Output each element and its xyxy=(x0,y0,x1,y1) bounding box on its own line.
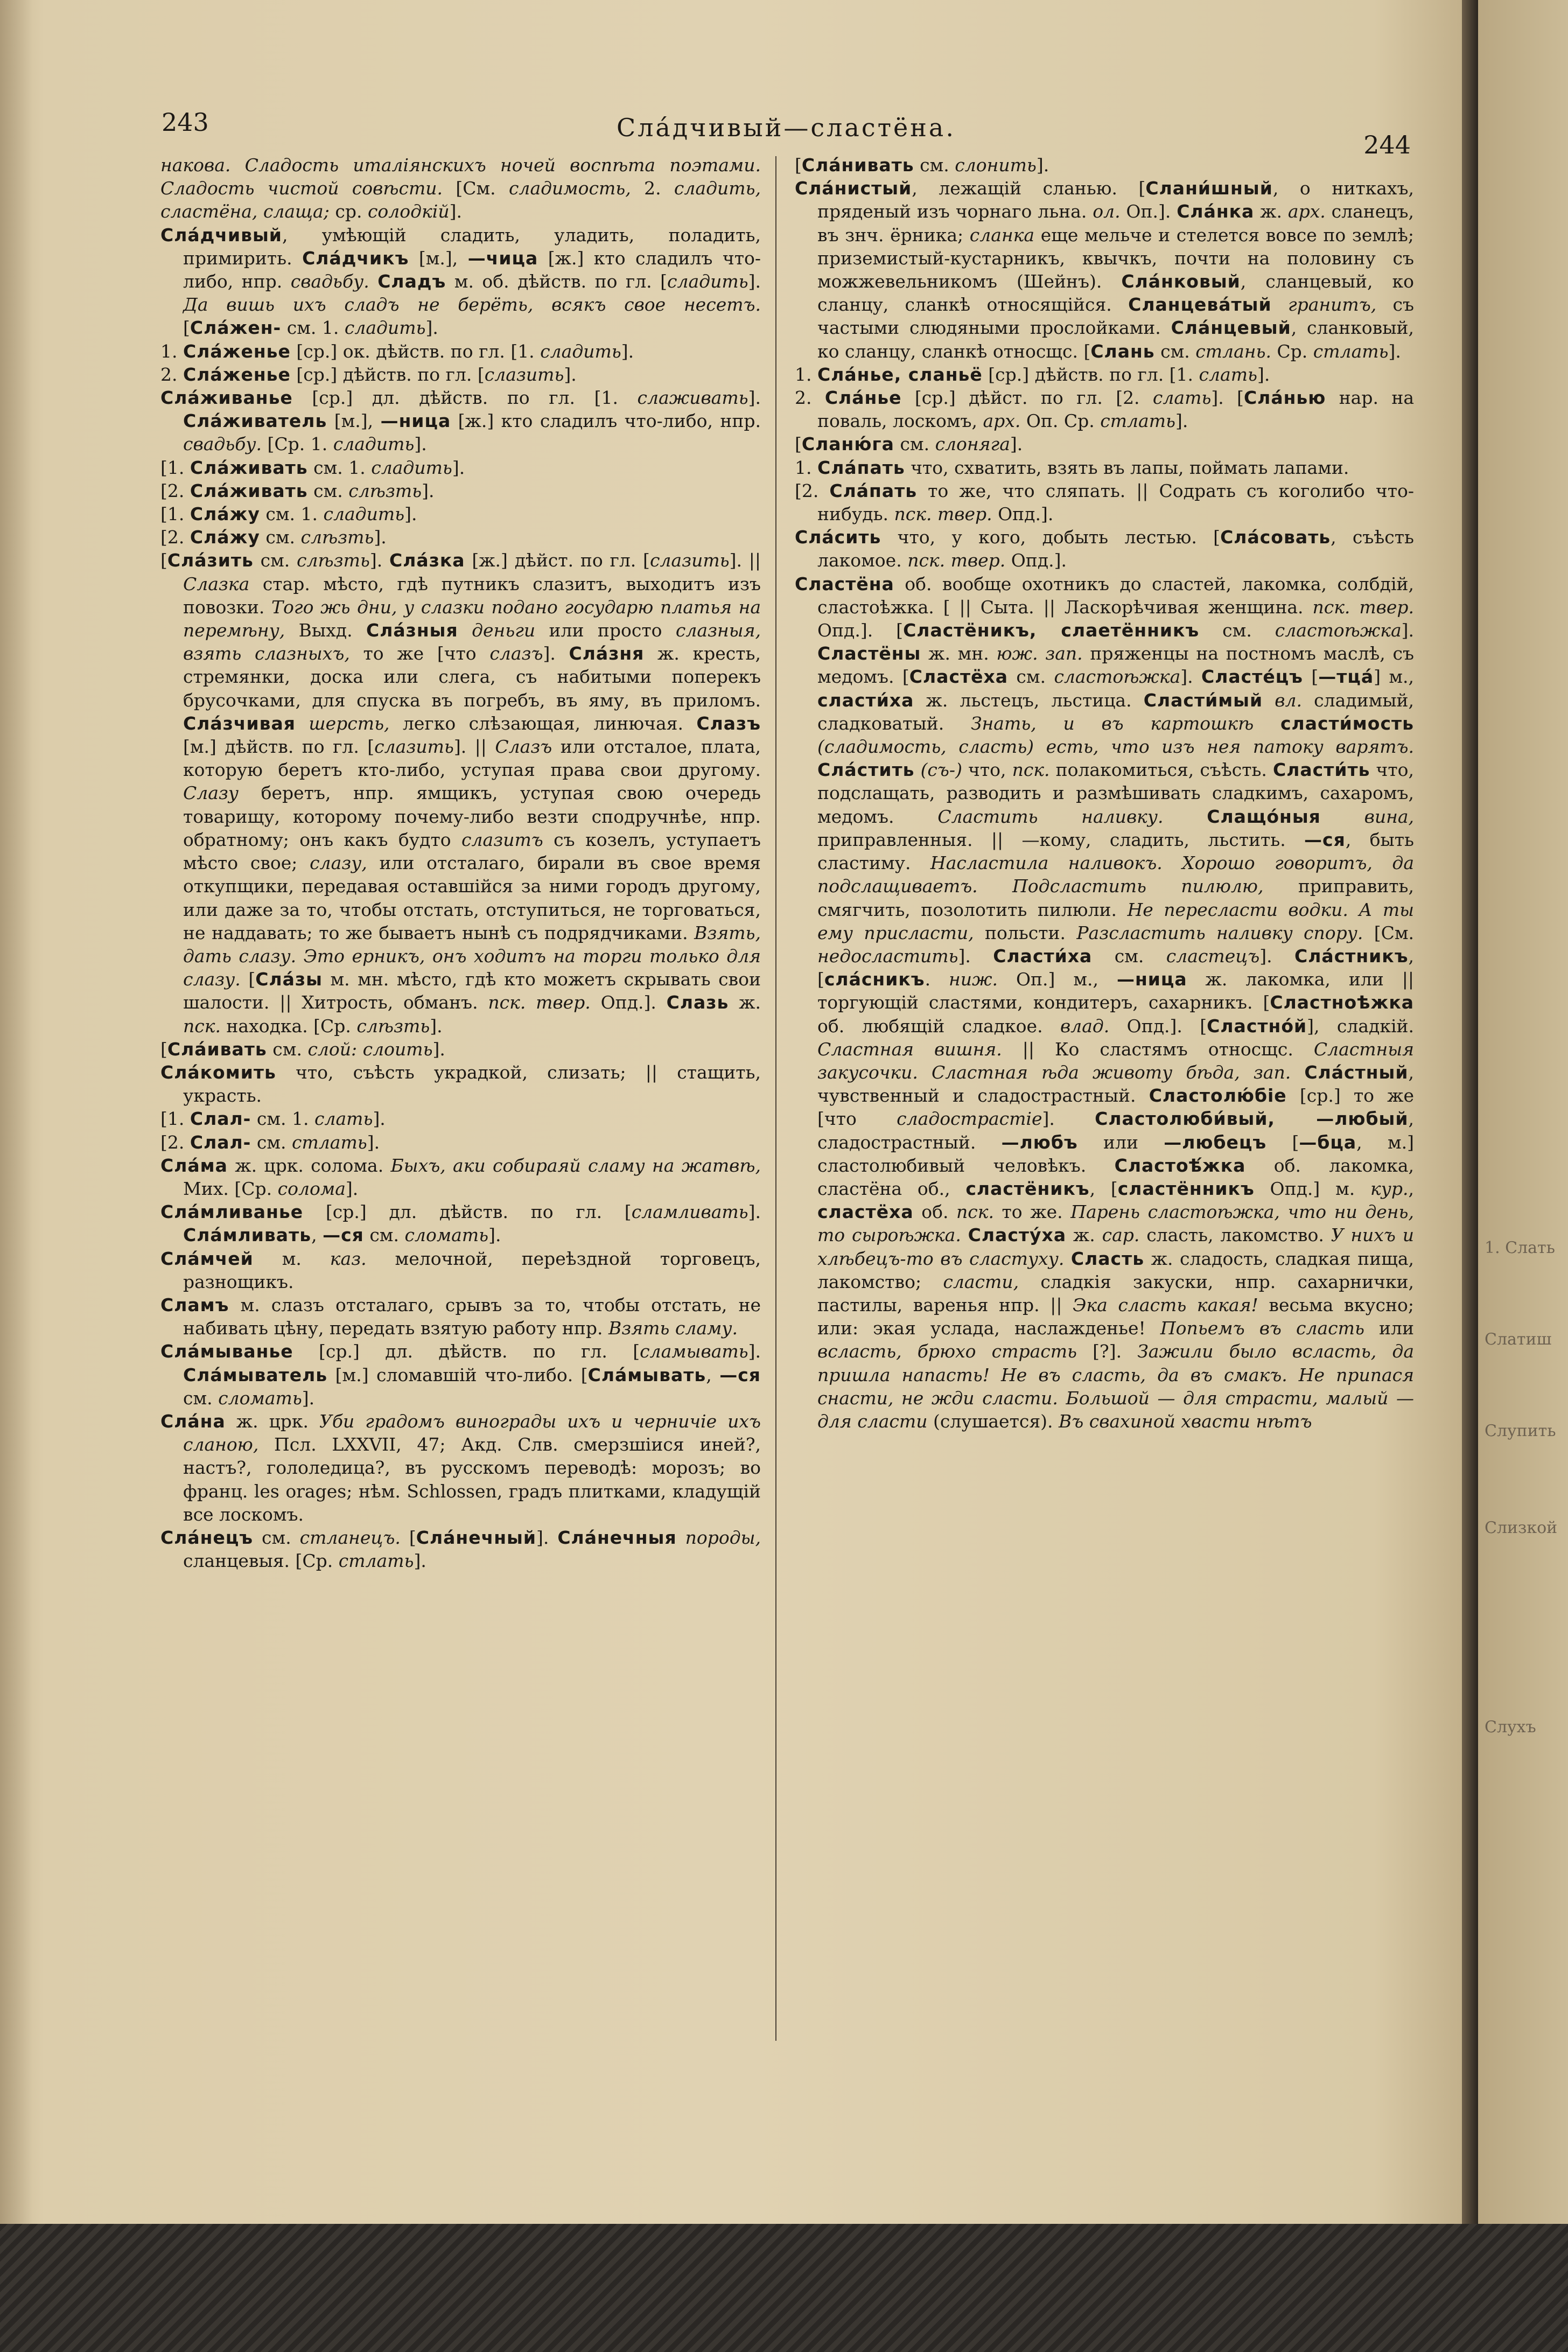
dictionary-entry: [1. Сла́жу см. 1. сладить]. xyxy=(160,503,417,525)
dictionary-entry: 2. Сла́женье [ср.] дѣйств. по гл. [слазить]. xyxy=(160,363,577,385)
left-column xyxy=(160,153,761,1572)
dictionary-entry: 1. Сла́женье [ср.] ок. дѣйств. по гл. [1. сладить]. xyxy=(160,340,634,362)
running-head: Сла́дчивый—сластёна. xyxy=(617,113,956,142)
dictionary-entry: Сламъ м. слазъ отсталаго, срывъ за то, чтобы отстать, не набивать цѣну, передать взятую работу нпр. Взять сламу. xyxy=(160,1294,761,1339)
page-header xyxy=(162,102,1411,159)
next-page-fragment: Слухъ xyxy=(1485,1718,1536,1737)
dictionary-entry: 2. Сла́нье [ср.] дѣйст. по гл. [2. слать]. [Сла́нью нар. на поваль, лоскомъ, арх. Оп. Ср. стлать]. xyxy=(795,387,1414,432)
dictionary-entry: Сла́живанье [ср.] дл. дѣйств. по гл. [1. слаживать]. Сла́живатель [м.], —ница [ж.] кто сладилъ что-либо, нпр. свадьбу. [Ср. 1. сладить]. xyxy=(160,387,761,455)
dictionary-entry: [Сла́зить см. слѣзть]. Сла́зка [ж.] дѣйст. по гл. [слазить]. || Слазка стар. мѣсто, гдѣ путникъ слазитъ, выходитъ изъ повозки. Того жь дни, у слазки подано государю платья на перемѣну, Выхд. Сла́зныя деньги или просто слазныя, взять слазныхъ, то же [что слазъ]. Сла́зня ж. кресть, стремянки, доска или слега, съ набитыми поперекъ брусочками, для спуска въ погребъ, въ яму, въ приломъ. Сла́зчивая шерсть, легко слѣзающая, линючая. Слазъ [м.] дѣйств. по гл. [слазить]. || Слазъ или отсталое, плата, которую беретъ кто-либо, уступая права свои другому. Слазу беретъ, нпр. ямщикъ, уступая свою очередь товарищу, которому почему-либо везти сподручнѣе, нпр. обратному; онъ какъ будто слазитъ съ козелъ, уступаетъ мѣсто свое; слазу, или отсталаго, бирали въ свое время откупщики, передавая оставшiйся за ними городъ другому, или даже за то, чтобы отстать, отступиться, не торговаться, не наддавать; то же бываетъ нынѣ съ подрядчиками. Взять, дать слазу. Это ерникъ, онъ ходитъ на торги только для слазу. [Сла́зы м. мн. мѣсто, гдѣ кто можетъ скрывать свои шалости. || Хитрость, обманъ. пск. твер. Опд.]. Слазь ж. пск. находка. [Ср. слѣзть]. xyxy=(160,550,761,1037)
dictionary-entry: [1. Сла́живать см. 1. сладить]. xyxy=(160,457,465,478)
dictionary-entry: [2. Сла́жу см. слѣзть]. xyxy=(160,527,387,548)
right-column xyxy=(795,153,1414,1433)
dictionary-entry: Сла́сить что, у кого, добыть лестью. [Сла́совать, съѣсть лакомое. пск. твер. Опд.]. xyxy=(795,527,1414,571)
next-page-edge xyxy=(1478,0,1568,2224)
dictionary-entry: накова. Сладость италiянскихъ ночей воспѣта поэтами. Сладость чистой совѣсти. [См. сладимость, 2. сладить, сластёна, слаща; ср. солодкiй]. xyxy=(160,155,761,222)
next-page-fragment: Слатиш xyxy=(1485,1330,1552,1349)
scanner-bed xyxy=(0,2224,1568,2352)
page-shadow xyxy=(0,0,32,2224)
dictionary-entry: Сла́нецъ см. стланецъ. [Сла́нечный]. Сла́нечныя породы, сланцевыя. [Ср. стлать]. xyxy=(160,1527,761,1572)
dictionary-entry: [2. Сла́живать см. слѣзть]. xyxy=(160,480,435,501)
next-page-fragment: Слизкой xyxy=(1485,1518,1558,1537)
dictionary-entry: [Сланю́га см. слоняга]. xyxy=(795,433,1023,455)
dictionary-entry: [Сла́нивать см. слонить]. xyxy=(795,155,1049,176)
dictionary-entry: [1. Слал- см. 1. слать]. xyxy=(160,1108,386,1130)
dictionary-entry: Сла́нистый, лежащiй сланью. [Слани́шный, о ниткахъ, пряденый изъ чорнаго льна. ол. Оп.]. Сла́нка ж. арх. сланецъ, въ знч. ёрника; сланка еще мельче и стелется вовсе по землѣ; приземистый-кустарникъ, квычкъ, почти на половину съ можжевельникомъ (Шейнъ). Сла́нковый, сланцевый, ко сланцу, сланкѣ относящiйся. Сланцева́тый гранитъ, съ частыми слюдяными прослойками. Сла́нцевый, сланковый, ко сланцу, сланкѣ относщс. [Слань см. стлань. Ср. стлать]. xyxy=(795,178,1415,362)
dictionary-entry: Сла́дчивый, умѣющiй сладить, уладить, поладить, примирить. Сла́дчикъ [м.], —чица [ж.] кто сладилъ что-либо, нпр. свадьбу. Сладъ м. об. дѣйств. по гл. [сладить]. Да вишь ихъ сладъ не берёть, всякъ свое несетъ. [Сла́жен- см. 1. сладить]. xyxy=(160,224,761,339)
dictionary-entry: Сла́мливанье [ср.] дл. дѣйств. по гл. [сламливать]. Сла́мливать, —ся см. сломать]. xyxy=(160,1201,761,1246)
dictionary-entry: 1. Сла́нье, сланьё [ср.] дѣйств. по гл. [1. слать]. xyxy=(795,363,1270,385)
page-number-left: 243 xyxy=(162,108,209,137)
dictionary-entry: Сластёна об. вообще охотникъ до сластей, лакомка, солбдiй, сластоѣжка. [ || Сыта. || Ласкорѣчивая женщина. пск. твер. Опд.]. [Сластёникъ, слаетённикъ см. сластоѣжка]. Сластёны ж. мн. юж. зап. пряженцы на постномъ маслѣ, съ медомъ. [Сластёха см. сластоѣжка]. Сласте́цъ [—тца́] м., сласти́ха ж. льстецъ, льстица. Сласти́мый вл. сладимый, сладковатый. Знать, и въ картошкѣ сласти́мость (сладимость, сласть) есть, что изъ нея патоку варятъ. Сла́стить (съ-) что, пск. полакомиться, съѣсть. Сласти́ть что, подслащать, разводить и размѣшивать сладкимъ, сахаромъ, медомъ. Сластить наливку. Слащо́ныя вина, приправленныя. || —кому, сладить, льстить. —ся, быть сластиму. Насластила наливокъ. Хорошо говоритъ, да подслащиваетъ. Подсластить пилюлю, приправить, смягчить, позолотить пилюли. Не пересласти водки. А ты ему присласти, польсти. Разсластить наливку спору. [См. недосластить]. Сласти́ха см. сластецъ]. Сла́стникъ, [сла́сникъ. ниж. Оп.] м., —ница ж. лакомка, или || торгующiй сластями, кондитеръ, сахарникъ. [Сластноѣжка об. любящiй сладкое. влад. Опд.]. [Сластно́й], сладкiй. Сластная вишня. || Ко сластямъ относщс. Сластныя закусочки. Сластная ѣда животу бѣда, зап. Сла́стный, чувственный и сладострастный. Сластолю́бiе [ср.] то же [что сладострастiе]. Сластолюби́вый, —любый, сладострастный. —любъ или —любецъ [—бца, м.] сластолюбивый человѣкъ. Сластоѣ́жка об. лакомка, сластёна об., сластёникъ, [сластённикъ Опд.] м. кур., сластёха об. пск. то же. Парень сластоѣжка, что ни день, то сыроѣжка. Сласту́ха ж. сар. сласть, лакомство. У нихъ и хлѣбецъ-то въ сластуху. Сласть ж. сладость, сладкая пища, лакомство; сласти, сладкiя закуски, нпр. сахарнички, пастилы, варенья нпр. || Эка сласть какая! весьма вкусно; или: экая услада, наслажденье! Попьемъ въ сласть или всласть, брюхо страсть [?]. Зажили было всласть, да пришла напасть! Не въ сласть, да въ смакъ. Не припася снасти, не жди сласти. Большой — для страсти, малый — для сласти (слушается). Въ свахиной хвасти нѣтъ xyxy=(795,573,1415,1432)
dictionary-entry: [2. Сла́пать то же, что сляпать. || Содрать съ коголибо что-нибудь. пск. твер. Опд.]. xyxy=(795,480,1414,525)
column-divider xyxy=(775,156,776,2041)
page-number-right: 244 xyxy=(1363,130,1411,159)
book-gutter xyxy=(1462,0,1478,2224)
dictionary-entry: 1. Сла́пать что, схватить, взять въ лапы, поймать лапами. xyxy=(795,457,1349,478)
dictionary-entry: Сла́ма ж. црк. солома. Быхъ, аки собираяй сламу на жатвѣ, Мих. [Ср. солома]. xyxy=(160,1154,761,1199)
next-page-fragment: Слупить xyxy=(1485,1422,1556,1440)
dictionary-entry: Сла́комить что, съѣсть украдкой, слизать; || стащить, украсть. xyxy=(160,1061,761,1107)
dictionary-entry: [2. Слал- см. стлать]. xyxy=(160,1131,380,1153)
dictionary-entry: Сла́на ж. црк. Уби градомъ винограды ихъ и черничiе ихъ сланою, Псл. LXXVII, 47; Акд. Слв. смерзшiися иней?, настъ?, гололедица?, въ русскомъ переводѣ: морозъ; во франц. les orages; нѣм. Schlossen, градъ плитками, кладущiй все лоскомъ. xyxy=(160,1410,761,1525)
dictionary-entry: Сла́мчей м. каз. мелочной, переѣздной торговецъ, разнощикъ. xyxy=(160,1248,761,1292)
dictionary-entry: Сла́мыванье [ср.] дл. дѣйств. по гл. [сламывать]. Сла́мыватель [м.] сломавшiй что-либо. [Сла́мывать, —ся см. сломать]. xyxy=(160,1341,761,1409)
next-page-fragment: 1. Слать xyxy=(1485,1238,1555,1257)
dictionary-entry: [Сла́ивать см. слой: слоить]. xyxy=(160,1038,445,1060)
